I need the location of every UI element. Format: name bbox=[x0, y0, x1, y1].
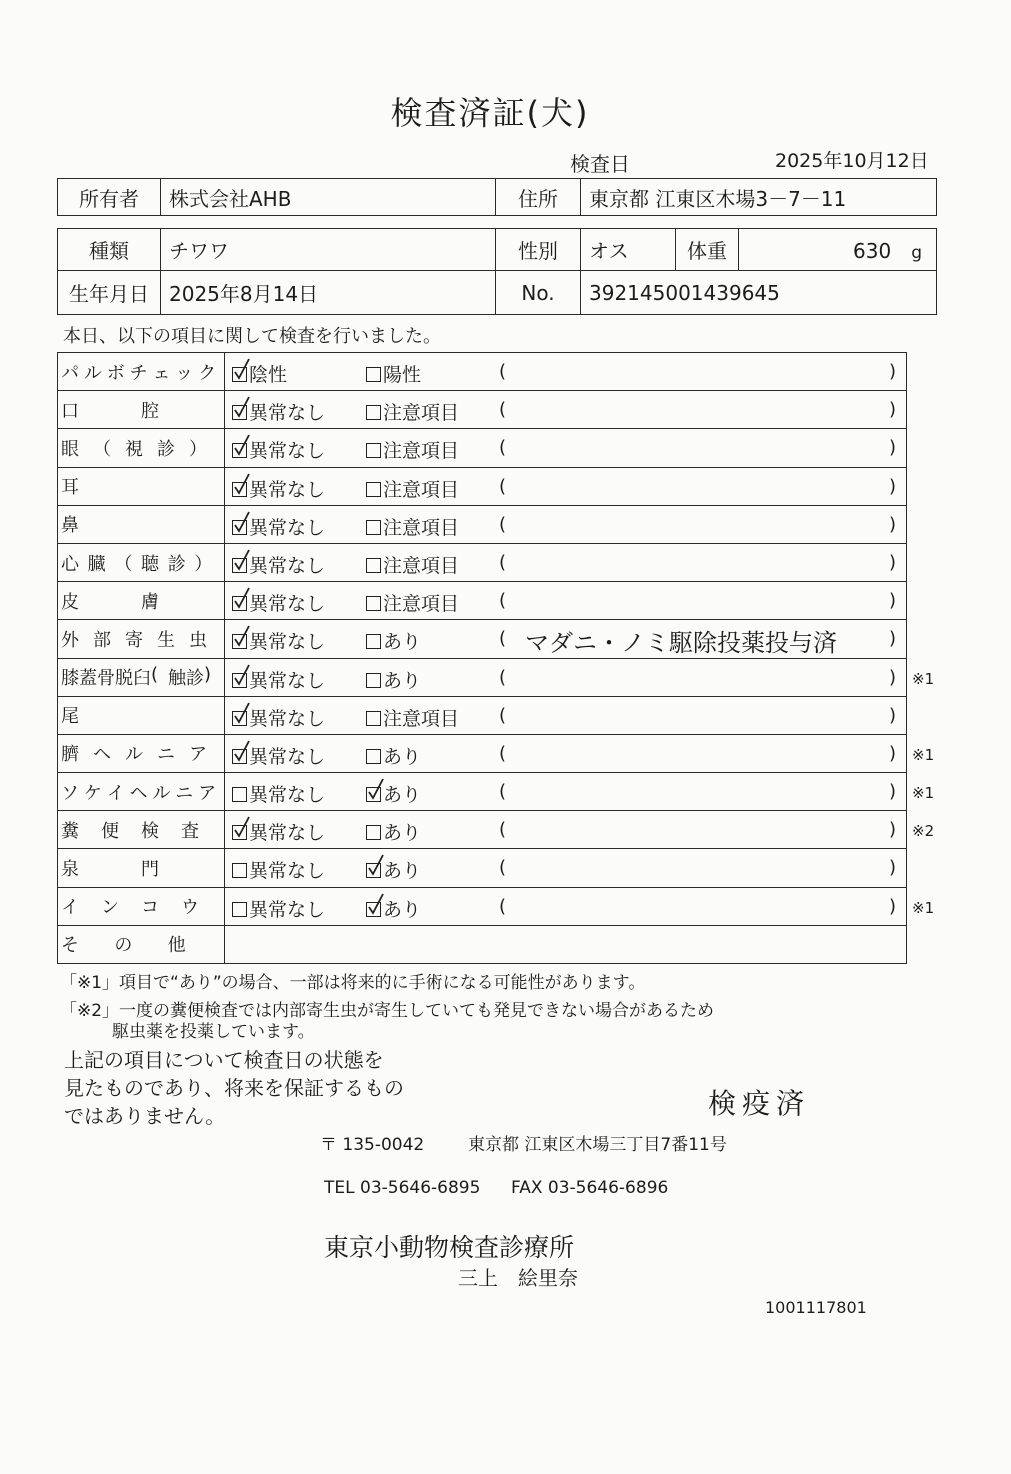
table-row bbox=[58, 811, 907, 849]
option-1: 異常なし bbox=[232, 398, 325, 425]
item-result bbox=[225, 543, 907, 581]
paren-open: ( bbox=[499, 666, 507, 688]
item-name bbox=[58, 353, 225, 391]
tel: TEL 03-5646-6895 bbox=[324, 1178, 481, 1198]
checkbox-2[interactable] bbox=[366, 825, 381, 840]
breed-label: 種類 bbox=[58, 229, 161, 271]
item-name-text: 鼻 bbox=[61, 515, 79, 537]
no-value: 392145001439645 bbox=[581, 271, 937, 315]
option-2: あり bbox=[366, 895, 421, 922]
item-name-text: そ の 他 bbox=[61, 935, 186, 957]
item-name bbox=[58, 696, 225, 734]
item-name-text: 尾 bbox=[61, 706, 79, 728]
option-1: 異常なし bbox=[232, 895, 325, 922]
address-value: 東京都 江東区木場3－7－11 bbox=[581, 179, 937, 216]
option-1: 異常なし bbox=[232, 780, 325, 807]
paren-close: ) bbox=[889, 895, 897, 917]
table-row bbox=[58, 773, 907, 811]
item-name-text: ソ ケ イ ヘ ル ニ ア bbox=[61, 782, 217, 804]
checkbox-1[interactable] bbox=[232, 634, 247, 649]
option-2: 注意項目 bbox=[366, 475, 459, 502]
item-result bbox=[225, 353, 907, 391]
option-1: 異常なし bbox=[232, 551, 325, 578]
checkbox-1[interactable] bbox=[232, 711, 247, 726]
item-name-text: 泉 門 bbox=[61, 859, 159, 881]
footnote-mark: ※1 bbox=[912, 669, 935, 688]
checkbox-2[interactable] bbox=[366, 443, 381, 458]
checkbox-2[interactable] bbox=[366, 673, 381, 688]
option-1: 異常なし bbox=[232, 513, 325, 540]
item-result bbox=[225, 391, 907, 429]
sex-label: 性別 bbox=[496, 229, 581, 271]
paren-open: ( bbox=[499, 895, 507, 917]
table-row bbox=[58, 429, 907, 467]
serial-number: 1001117801 bbox=[765, 1298, 867, 1317]
table-row bbox=[58, 582, 907, 620]
option-2: 注意項目 bbox=[366, 513, 459, 540]
option-1: 陰性 bbox=[232, 360, 287, 387]
option-2: 注意項目 bbox=[366, 398, 459, 425]
item-name bbox=[58, 658, 225, 696]
item-result bbox=[225, 887, 907, 925]
clinic-address: 東京都 江東区木場三丁目7番11号 bbox=[468, 1135, 727, 1155]
item-result bbox=[225, 925, 907, 963]
checkbox-1[interactable] bbox=[232, 520, 247, 535]
checkbox-2[interactable] bbox=[366, 482, 381, 497]
checkbox-1[interactable] bbox=[232, 482, 247, 497]
item-name-text: イ ン コ ウ bbox=[61, 897, 199, 919]
item-name-text: 皮 膚 bbox=[61, 591, 159, 613]
option-2: 注意項目 bbox=[366, 551, 459, 578]
paren-close: ) bbox=[889, 857, 897, 879]
table-row bbox=[58, 887, 907, 925]
address-label: 住所 bbox=[496, 179, 581, 216]
item-name-text: 心 臓 （ 聴 診 ） bbox=[61, 553, 213, 575]
item-name-text: 眼 （ 視 診 ） bbox=[61, 438, 207, 460]
vet-name: 三上 絵里奈 bbox=[458, 1266, 578, 1290]
breed-value: チワワ bbox=[161, 229, 496, 271]
disclaimer bbox=[64, 1046, 404, 1130]
paren-close: ) bbox=[889, 513, 897, 535]
owner-value: 株式会社AHB bbox=[161, 179, 496, 216]
paren-open: ( bbox=[499, 704, 507, 726]
table-row bbox=[58, 391, 907, 429]
checkbox-2[interactable] bbox=[366, 787, 381, 802]
paren-open: ( bbox=[499, 628, 507, 650]
item-name bbox=[58, 429, 225, 467]
checkbox-2[interactable] bbox=[366, 634, 381, 649]
item-result bbox=[225, 849, 907, 887]
owner-label: 所有者 bbox=[58, 179, 161, 216]
checkbox-2[interactable] bbox=[366, 902, 381, 917]
checkbox-1[interactable] bbox=[232, 902, 247, 917]
paren-close: ) bbox=[889, 437, 897, 459]
paren-open: ( bbox=[499, 475, 507, 497]
option-1: 異常なし bbox=[232, 704, 325, 731]
quarantine-stamp: 検疫済 bbox=[708, 1087, 811, 1120]
paren-close: ) bbox=[889, 551, 897, 573]
paren-close: ) bbox=[889, 475, 897, 497]
item-result bbox=[225, 582, 907, 620]
item-result bbox=[225, 811, 907, 849]
item-result bbox=[225, 773, 907, 811]
option-2: 陽性 bbox=[366, 360, 421, 387]
item-name bbox=[58, 773, 225, 811]
paren-close: ) bbox=[889, 628, 897, 650]
option-1: 異常なし bbox=[232, 818, 325, 845]
item-name-text: パ ル ボ チ ェ ッ ク bbox=[61, 362, 217, 384]
item-result bbox=[225, 429, 907, 467]
weight-value: 630 g bbox=[739, 229, 937, 271]
checkbox-1[interactable] bbox=[232, 825, 247, 840]
checkbox-2[interactable] bbox=[366, 558, 381, 573]
paren-close: ) bbox=[889, 399, 897, 421]
owner-table bbox=[57, 178, 937, 216]
item-name-text: 外 部 寄 生 虫 bbox=[61, 629, 207, 651]
checkbox-1[interactable] bbox=[232, 596, 247, 611]
item-name-text: 臍 ヘ ル ニ ア bbox=[61, 744, 207, 766]
birth-value: 2025年8月14日 bbox=[161, 271, 496, 315]
clinic-name: 東京小動物検査診療所 bbox=[324, 1233, 575, 1262]
table-row bbox=[58, 696, 907, 734]
sex-value: オス bbox=[581, 229, 676, 271]
item-name bbox=[58, 391, 225, 429]
footnote-mark: ※1 bbox=[912, 898, 935, 917]
item-name-text: 糞 便 検 査 bbox=[61, 820, 199, 842]
paren-open: ( bbox=[499, 781, 507, 803]
item-result bbox=[225, 696, 907, 734]
table-row bbox=[58, 849, 907, 887]
item-result bbox=[225, 467, 907, 505]
option-2: 注意項目 bbox=[366, 589, 459, 616]
paren-open: ( bbox=[499, 361, 507, 382]
item-note: マダニ・ノミ駆除投薬投与済 bbox=[525, 629, 837, 658]
item-name bbox=[58, 582, 225, 620]
item-name bbox=[58, 505, 225, 543]
footnote-1: 「※1」項目で“あり”の場合、一部は将来的に手術になる可能性があります。 bbox=[60, 973, 646, 993]
no-label: No. bbox=[496, 271, 581, 315]
option-2: あり bbox=[366, 666, 421, 693]
paren-open: ( bbox=[499, 590, 507, 612]
item-result bbox=[225, 505, 907, 543]
item-name bbox=[58, 467, 225, 505]
item-name bbox=[58, 925, 225, 963]
option-2: あり bbox=[366, 780, 421, 807]
footnote-2b: 駆虫薬を投薬しています。 bbox=[112, 1022, 315, 1042]
checkbox-2[interactable] bbox=[366, 596, 381, 611]
checkbox-1[interactable] bbox=[232, 367, 247, 382]
paren-open: ( bbox=[499, 551, 507, 573]
inspection-table bbox=[57, 352, 907, 964]
checkbox-2[interactable] bbox=[366, 367, 381, 382]
exam-date-value: 2025年10月12日 bbox=[775, 150, 929, 172]
option-2: 注意項目 bbox=[366, 704, 459, 731]
item-name-text: 耳 bbox=[61, 477, 79, 499]
item-name bbox=[58, 887, 225, 925]
checkbox-2[interactable] bbox=[366, 749, 381, 764]
animal-table bbox=[57, 228, 937, 315]
checkbox-1[interactable] bbox=[232, 863, 247, 878]
table-row bbox=[58, 658, 907, 696]
fax: FAX 03-5646-6896 bbox=[511, 1178, 669, 1198]
item-name bbox=[58, 620, 225, 658]
exam-date-label: 検査日 bbox=[570, 152, 630, 176]
paren-open: ( bbox=[499, 513, 507, 535]
table-row bbox=[58, 925, 907, 963]
checkbox-1[interactable] bbox=[232, 749, 247, 764]
item-name-text: 口 腔 bbox=[61, 400, 159, 422]
checkbox-2[interactable] bbox=[366, 520, 381, 535]
option-1: 異常なし bbox=[232, 627, 325, 654]
disclaimer-line: 見たものであり、将来を保証するもの bbox=[64, 1076, 404, 1100]
table-row bbox=[58, 505, 907, 543]
table-row bbox=[58, 353, 907, 391]
postal-code: 〒 135-0042 bbox=[320, 1135, 425, 1155]
footnote-mark: ※1 bbox=[912, 746, 935, 764]
paren-open: ( bbox=[499, 819, 507, 841]
option-1: 異常なし bbox=[232, 742, 325, 769]
paren-close: ) bbox=[889, 590, 897, 612]
paren-close: ) bbox=[889, 742, 897, 764]
disclaimer-line: 上記の項目について検査日の状態を bbox=[64, 1048, 384, 1072]
checkbox-2[interactable] bbox=[366, 863, 381, 878]
disclaimer-line: ではありません。 bbox=[64, 1104, 226, 1128]
option-2: あり bbox=[366, 818, 421, 845]
table-row bbox=[58, 467, 907, 505]
footnote-mark: ※1 bbox=[912, 784, 935, 803]
checkbox-1[interactable] bbox=[232, 787, 247, 802]
option-1: 異常なし bbox=[232, 436, 325, 463]
item-name bbox=[58, 811, 225, 849]
checkbox-1[interactable] bbox=[232, 673, 247, 688]
paren-close: ) bbox=[889, 819, 897, 841]
paren-close: ) bbox=[889, 781, 897, 803]
paren-close: ) bbox=[889, 361, 897, 382]
table-row bbox=[58, 620, 907, 658]
option-2: あり bbox=[366, 627, 421, 654]
footnote-mark: ※2 bbox=[912, 822, 935, 841]
item-result bbox=[225, 734, 907, 772]
checkbox-2[interactable] bbox=[366, 405, 381, 420]
item-name bbox=[58, 734, 225, 772]
paren-close: ) bbox=[889, 666, 897, 688]
checkbox-2[interactable] bbox=[366, 711, 381, 726]
page-title: 検査済証(犬) bbox=[390, 94, 590, 132]
item-name bbox=[58, 543, 225, 581]
intro-text: 本日、以下の項目に関して検査を行いました。 bbox=[63, 326, 441, 347]
weight-label: 体重 bbox=[676, 229, 739, 271]
option-2: あり bbox=[366, 742, 421, 769]
item-name-text: 膝 蓋 骨 脱 臼 ( 触 診 ) bbox=[61, 664, 212, 690]
option-1: 異常なし bbox=[232, 475, 325, 502]
checkbox-1[interactable] bbox=[232, 405, 247, 420]
option-1: 異常なし bbox=[232, 856, 325, 883]
option-2: あり bbox=[366, 856, 421, 883]
table-row bbox=[58, 734, 907, 772]
option-1: 異常なし bbox=[232, 666, 325, 693]
paren-open: ( bbox=[499, 437, 507, 459]
checkbox-1[interactable] bbox=[232, 558, 247, 573]
item-result bbox=[225, 620, 907, 658]
option-1: 異常なし bbox=[232, 589, 325, 616]
birth-label: 生年月日 bbox=[58, 271, 161, 315]
paren-close: ) bbox=[889, 704, 897, 726]
checkbox-1[interactable] bbox=[232, 443, 247, 458]
paren-open: ( bbox=[499, 742, 507, 764]
paren-open: ( bbox=[499, 399, 507, 421]
footnote-2a: 「※2」一度の糞便検査では内部寄生虫が寄生していても発見できない場合があるため bbox=[60, 1001, 715, 1021]
item-result bbox=[225, 658, 907, 696]
option-2: 注意項目 bbox=[366, 436, 459, 463]
item-name bbox=[58, 849, 225, 887]
paren-open: ( bbox=[499, 857, 507, 879]
table-row bbox=[58, 543, 907, 581]
